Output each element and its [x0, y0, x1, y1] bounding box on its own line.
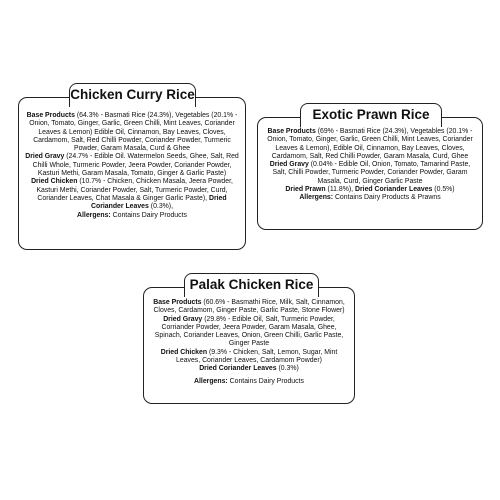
- label-exotic-prawn-rice: [257, 107, 483, 230]
- section-base-products: Base Products (60.6% - Basmathi Rice, Milk, Salt, Cinnamon, Cloves, Cardamom, Ginger Paste, Garlic Paste, Stone Flower): [153, 299, 345, 315]
- ingredients-text: [150, 299, 348, 386]
- section-dried-chicken: Dried Chicken (9.3% - Chicken, Salt, Lemon, Sugar, Mint Leaves, Coriander Leaves, Cardamom Powder): [160, 348, 338, 365]
- label-title-tab: [184, 273, 319, 297]
- section-dried-gravy: Dried Gravy (29.8% - Edible Oil, Salt, Turmeric Powder, Corriander Powder, Jeera Powder, Garam Masala, Ghee, Spinach, Coriander Leaves, Onion, Green Chilli, Garlic Paste, Ginger Paste: [154, 315, 344, 348]
- label-title: Chicken Curry Rice: [70, 87, 195, 102]
- label-title-tab: [300, 103, 442, 127]
- label-title-tab: [69, 83, 196, 107]
- section-base-products: Base Products (69% - Basmati Rice (24.3%), Vegetables (20.1% - Onion, Tomato, Ginger, Garlic, Green Chilli, Mint Leaves, Coriander Leaves & Lemon), Edible Oil, Cinnamon, Bay Leaves, Cloves, Cardamom, Salt, Red Chilli Powder, Garam Masala, Curd, Ghee: [267, 128, 473, 160]
- section-dried-gravy: Dried Gravy (24.7% - Edible Oil. Watermelon Seeds, Ghee, Salt, Red Chilli Whole, Turmeric Powder, Jeera Powder, Coriander Powder, Kasturi Methi, Garam Masala, Tomato, Ginger & Garlic Paste): [25, 153, 239, 178]
- label-title: Exotic Prawn Rice: [312, 107, 430, 122]
- ingredients-text: [264, 128, 476, 203]
- label-palak-chicken-rice: [143, 277, 355, 404]
- ingredients-text: [25, 112, 239, 220]
- section-base-products: Base Products (64.3% - Basmati Rice (24.3%), Vegetables (20.1% - Onion, Tomato, Ginger, Garlic, Green Chilli, Mint Leaves, Coriander Leaves & Lemon) Edible Oil, Cinnamon, Bay Leaves, Cloves, Cardamom, Salt, Red Chilli Powder, Coriander Powder, Turmeric Powder, Garam Masala, Curd & Ghee: [26, 112, 238, 153]
- section-allergens: Allergens: Contains Dairy Products & Prawns: [299, 194, 441, 202]
- section-dried-chicken: Dried Chicken (10.7% - Chicken, Chicken Masala, Jeera Powder, Kasturi Methi, Coriander Powder, Salt, Turmeric Powder, Curd, Coriander Leaves, Chat Masala & Ginger Garlic Paste), Dried Coriander Leaves (0.3%),: [31, 178, 233, 211]
- section-allergens: Allergens: Contains Dairy Products: [77, 211, 187, 219]
- section-dried-gravy: Dried Gravy (0.04% - Edible Oil, Onion, Tomato, Tamarind Paste, Salt, Chilli Powder, Turmeric Powder, Coriander Powder, Garam Masala, Curd, Ginger Garlic Paste: [269, 161, 471, 185]
- section-allergens: Allergens: Contains Dairy Products: [194, 377, 304, 385]
- label-chicken-curry-rice: [18, 87, 246, 250]
- section-dried-prawn: Dried Prawn (11.8%), Dried Coriander Leaves (0.5%): [285, 186, 455, 194]
- section-dried-coriander: Dried Coriander Leaves (0.3%): [199, 365, 299, 373]
- label-title: Palak Chicken Rice: [189, 277, 314, 292]
